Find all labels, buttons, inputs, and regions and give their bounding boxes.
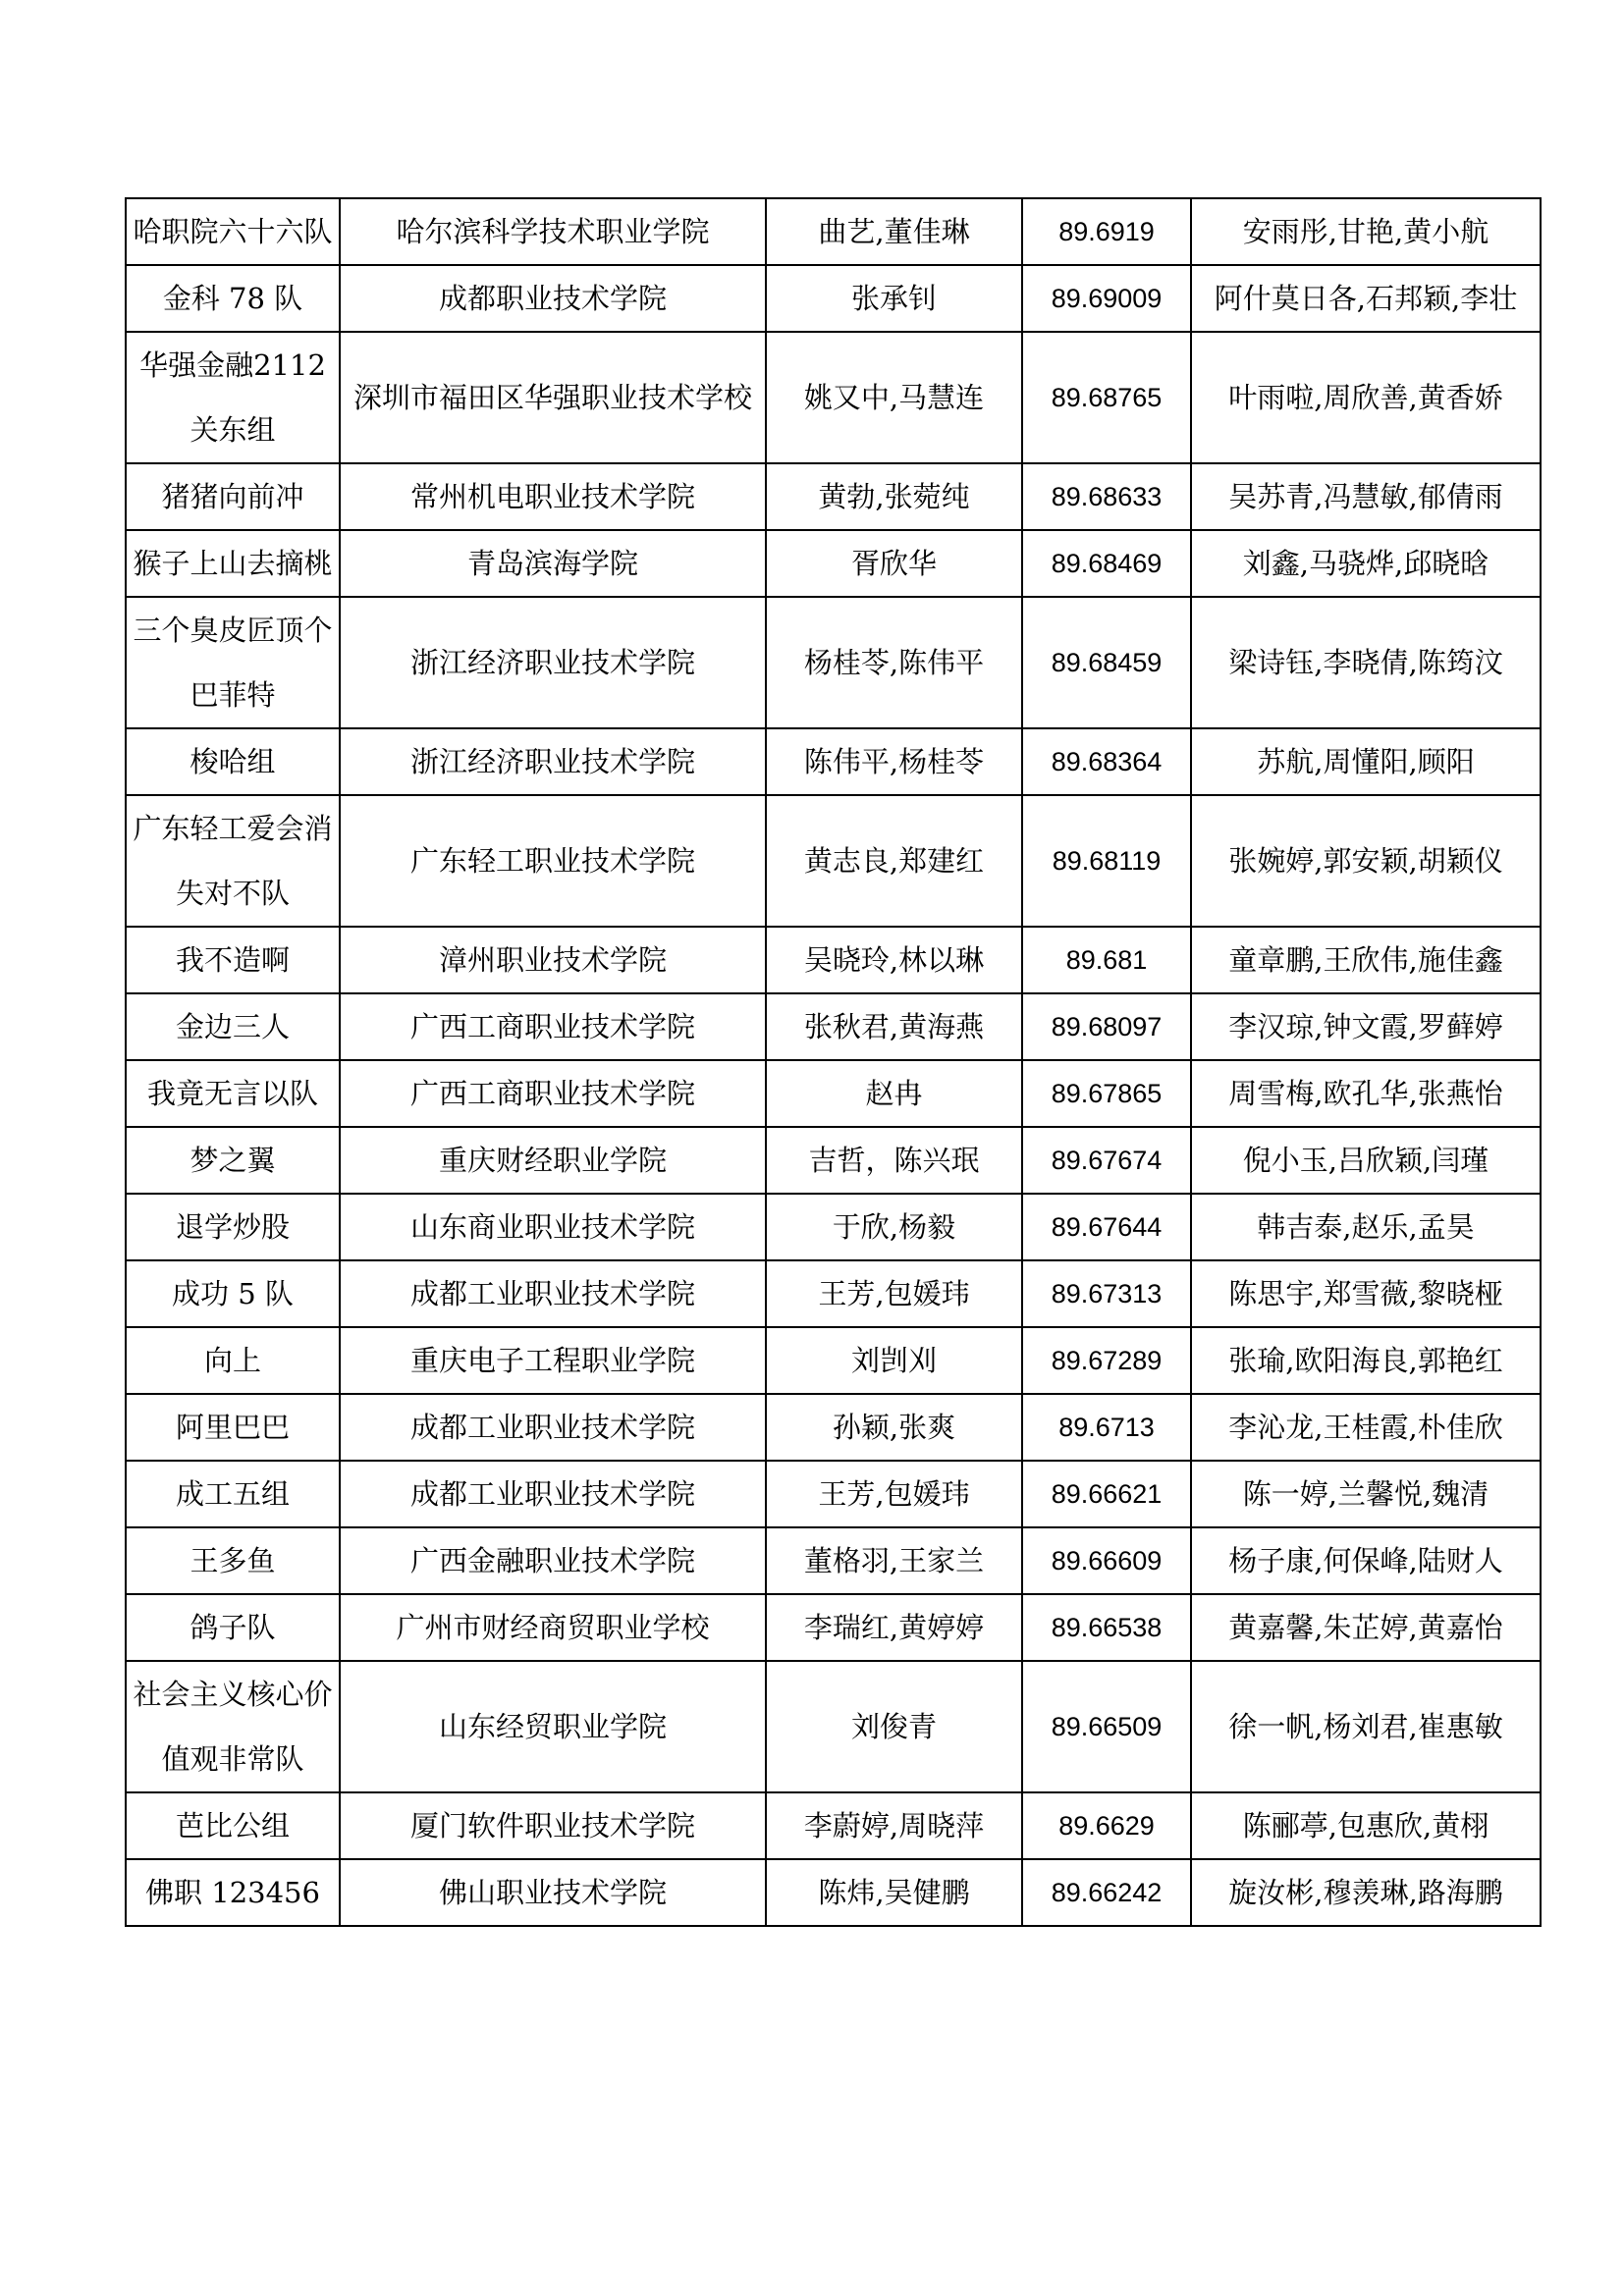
team-name-cell: 阿里巴巴 <box>126 1394 340 1461</box>
advisors-cell: 王芳,包媛玮 <box>766 1260 1022 1327</box>
team-name-cell: 王多鱼 <box>126 1527 340 1594</box>
score-cell: 89.67289 <box>1022 1327 1191 1394</box>
advisors-cell: 杨桂苓,陈伟平 <box>766 597 1022 728</box>
advisors-cell: 陈伟平,杨桂苓 <box>766 728 1022 795</box>
table-row <box>126 198 1541 265</box>
advisors-cell: 刘剀刈 <box>766 1327 1022 1394</box>
advisors-cell: 黄勃,张菀纯 <box>766 463 1022 530</box>
advisors-cell: 李瑞红,黄婷婷 <box>766 1594 1022 1661</box>
school-name-cell: 广西工商职业技术学院 <box>340 1060 766 1127</box>
table-row <box>126 728 1541 795</box>
advisors-cell: 刘俊青 <box>766 1661 1022 1792</box>
table-row <box>126 1194 1541 1260</box>
score-cell: 89.69009 <box>1022 265 1191 332</box>
members-cell: 倪小玉,吕欣颖,闫瑾 <box>1191 1127 1541 1194</box>
score-cell: 89.67674 <box>1022 1127 1191 1194</box>
score-cell: 89.681 <box>1022 927 1191 993</box>
results-table-body <box>126 198 1541 1926</box>
score-cell: 89.68469 <box>1022 530 1191 597</box>
team-name-cell: 哈职院六十六队 <box>126 198 340 265</box>
team-name-cell: 我竟无言以队 <box>126 1060 340 1127</box>
members-cell: 陈思宇,郑雪薇,黎晓桠 <box>1191 1260 1541 1327</box>
score-cell: 89.6713 <box>1022 1394 1191 1461</box>
score-cell: 89.67313 <box>1022 1260 1191 1327</box>
score-cell: 89.67865 <box>1022 1060 1191 1127</box>
school-name-cell: 山东商业职业技术学院 <box>340 1194 766 1260</box>
table-row <box>126 993 1541 1060</box>
table-row <box>126 463 1541 530</box>
score-cell: 89.66621 <box>1022 1461 1191 1527</box>
table-row <box>126 1260 1541 1327</box>
table-row <box>126 1859 1541 1926</box>
members-cell: 杨子康,何保峰,陆财人 <box>1191 1527 1541 1594</box>
members-cell: 苏航,周懂阳,顾阳 <box>1191 728 1541 795</box>
team-name-cell: 我不造啊 <box>126 927 340 993</box>
team-name-cell: 猪猪向前冲 <box>126 463 340 530</box>
table-row <box>126 1060 1541 1127</box>
members-cell: 吴苏青,冯慧敏,郁倩雨 <box>1191 463 1541 530</box>
team-name-cell: 社会主义核心价值观非常队 <box>126 1661 340 1792</box>
school-name-cell: 成都工业职业技术学院 <box>340 1394 766 1461</box>
score-cell: 89.66242 <box>1022 1859 1191 1926</box>
advisors-cell: 陈炜,吴健鹏 <box>766 1859 1022 1926</box>
advisors-cell: 王芳,包媛玮 <box>766 1461 1022 1527</box>
advisors-cell: 姚又中,马慧连 <box>766 332 1022 463</box>
team-name-cell: 猴子上山去摘桃 <box>126 530 340 597</box>
table-row <box>126 1461 1541 1527</box>
school-name-cell: 广西工商职业技术学院 <box>340 993 766 1060</box>
members-cell: 陈郦葶,包惠欣,黄栩 <box>1191 1792 1541 1859</box>
team-name-cell: 退学炒股 <box>126 1194 340 1260</box>
school-name-cell: 佛山职业技术学院 <box>340 1859 766 1926</box>
team-name-cell: 鸽子队 <box>126 1594 340 1661</box>
school-name-cell: 青岛滨海学院 <box>340 530 766 597</box>
advisors-cell: 于欣,杨毅 <box>766 1194 1022 1260</box>
advisors-cell: 吴晓玲,林以琳 <box>766 927 1022 993</box>
score-cell: 89.66509 <box>1022 1661 1191 1792</box>
members-cell: 陈一婷,兰馨悦,魏清 <box>1191 1461 1541 1527</box>
members-cell: 徐一帆,杨刘君,崔惠敏 <box>1191 1661 1541 1792</box>
table-row <box>126 265 1541 332</box>
team-name-cell: 广东轻工爱会消失对不队 <box>126 795 340 927</box>
advisors-cell: 胥欣华 <box>766 530 1022 597</box>
advisors-cell: 孙颖,张爽 <box>766 1394 1022 1461</box>
team-name-cell: 金边三人 <box>126 993 340 1060</box>
team-name-cell: 芭比公组 <box>126 1792 340 1859</box>
team-name-cell: 梦之翼 <box>126 1127 340 1194</box>
school-name-cell: 重庆财经职业学院 <box>340 1127 766 1194</box>
members-cell: 张瑜,欧阳海良,郭艳红 <box>1191 1327 1541 1394</box>
members-cell: 叶雨啦,周欣善,黄香娇 <box>1191 332 1541 463</box>
results-table <box>125 197 1542 1927</box>
school-name-cell: 深圳市福田区华强职业技术学校 <box>340 332 766 463</box>
school-name-cell: 重庆电子工程职业学院 <box>340 1327 766 1394</box>
score-cell: 89.6919 <box>1022 198 1191 265</box>
score-cell: 89.68633 <box>1022 463 1191 530</box>
school-name-cell: 广东轻工职业技术学院 <box>340 795 766 927</box>
table-row <box>126 1661 1541 1792</box>
school-name-cell: 漳州职业技术学院 <box>340 927 766 993</box>
team-name-cell: 佛职 123456 <box>126 1859 340 1926</box>
school-name-cell: 成都工业职业技术学院 <box>340 1260 766 1327</box>
table-row <box>126 1594 1541 1661</box>
members-cell: 李沁龙,王桂霞,朴佳欣 <box>1191 1394 1541 1461</box>
score-cell: 89.66609 <box>1022 1527 1191 1594</box>
school-name-cell: 浙江经济职业技术学院 <box>340 728 766 795</box>
school-name-cell: 成都工业职业技术学院 <box>340 1461 766 1527</box>
members-cell: 旋汝彬,穆羡琳,路海鹏 <box>1191 1859 1541 1926</box>
school-name-cell: 常州机电职业技术学院 <box>340 463 766 530</box>
team-name-cell: 华强金融2112 关东组 <box>126 332 340 463</box>
table-row <box>126 1127 1541 1194</box>
members-cell: 韩吉泰,赵乐,孟昊 <box>1191 1194 1541 1260</box>
school-name-cell: 广西金融职业技术学院 <box>340 1527 766 1594</box>
members-cell: 阿什莫日各,石邦颖,李壮 <box>1191 265 1541 332</box>
school-name-cell: 厦门软件职业技术学院 <box>340 1792 766 1859</box>
score-cell: 89.67644 <box>1022 1194 1191 1260</box>
score-cell: 89.68097 <box>1022 993 1191 1060</box>
table-row <box>126 332 1541 463</box>
members-cell: 安雨彤,甘艳,黄小航 <box>1191 198 1541 265</box>
members-cell: 梁诗钰,李晓倩,陈筠汶 <box>1191 597 1541 728</box>
score-cell: 89.66538 <box>1022 1594 1191 1661</box>
members-cell: 张婉婷,郭安颖,胡颖仪 <box>1191 795 1541 927</box>
table-row <box>126 1527 1541 1594</box>
advisors-cell: 董格羽,王家兰 <box>766 1527 1022 1594</box>
school-name-cell: 成都职业技术学院 <box>340 265 766 332</box>
table-row <box>126 597 1541 728</box>
school-name-cell: 山东经贸职业学院 <box>340 1661 766 1792</box>
team-name-cell: 金科 78 队 <box>126 265 340 332</box>
score-cell: 89.68459 <box>1022 597 1191 728</box>
table-row <box>126 530 1541 597</box>
table-row <box>126 1792 1541 1859</box>
team-name-cell: 三个臭皮匠顶个巴菲特 <box>126 597 340 728</box>
members-cell: 周雪梅,欧孔华,张燕怡 <box>1191 1060 1541 1127</box>
advisors-cell: 曲艺,董佳琳 <box>766 198 1022 265</box>
team-name-cell: 梭哈组 <box>126 728 340 795</box>
table-row <box>126 795 1541 927</box>
members-cell: 黄嘉馨,朱芷婷,黄嘉怡 <box>1191 1594 1541 1661</box>
score-cell: 89.6629 <box>1022 1792 1191 1859</box>
advisors-cell: 吉哲，陈兴珉 <box>766 1127 1022 1194</box>
table-row <box>126 1394 1541 1461</box>
table-row <box>126 1327 1541 1394</box>
advisors-cell: 李蔚婷,周晓萍 <box>766 1792 1022 1859</box>
school-name-cell: 浙江经济职业技术学院 <box>340 597 766 728</box>
advisors-cell: 赵冉 <box>766 1060 1022 1127</box>
school-name-cell: 哈尔滨科学技术职业学院 <box>340 198 766 265</box>
members-cell: 李汉琼,钟文霞,罗藓婷 <box>1191 993 1541 1060</box>
advisors-cell: 黄志良,郑建红 <box>766 795 1022 927</box>
score-cell: 89.68119 <box>1022 795 1191 927</box>
team-name-cell: 成功 5 队 <box>126 1260 340 1327</box>
team-name-cell: 向上 <box>126 1327 340 1394</box>
score-cell: 89.68364 <box>1022 728 1191 795</box>
advisors-cell: 张秋君,黄海燕 <box>766 993 1022 1060</box>
school-name-cell: 广州市财经商贸职业学校 <box>340 1594 766 1661</box>
members-cell: 刘鑫,马骁烨,邱晓晗 <box>1191 530 1541 597</box>
score-cell: 89.68765 <box>1022 332 1191 463</box>
advisors-cell: 张承钊 <box>766 265 1022 332</box>
members-cell: 童章鹏,王欣伟,施佳鑫 <box>1191 927 1541 993</box>
team-name-cell: 成工五组 <box>126 1461 340 1527</box>
table-row <box>126 927 1541 993</box>
